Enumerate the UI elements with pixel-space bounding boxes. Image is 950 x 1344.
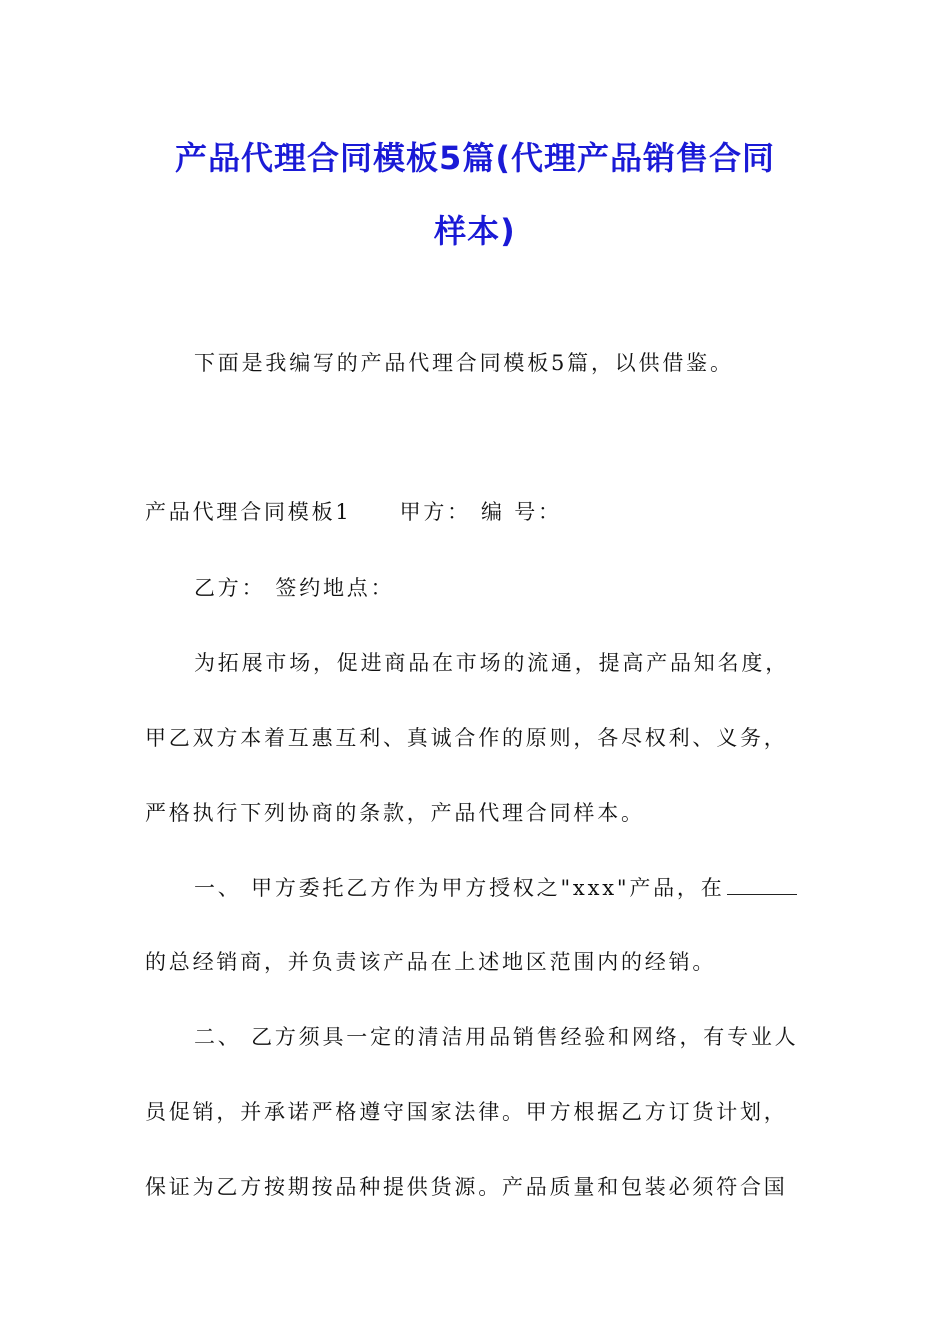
contract-number-label: 编 号： [480,500,562,524]
clause-2-line: 员促销，并承诺严格遵守国家法律。甲方根据乙方订货计划， [145,1100,788,1124]
clause-1-text: 一、 甲方委托乙方作为甲方授权之"xxx"产品，在 [194,876,725,900]
section-name: 产品代理合同模板1 [145,500,352,524]
fill-in-blank [727,876,797,895]
document-title-line-1: 产品代理合同模板5篇(代理产品销售合同 [175,139,775,177]
section-heading [145,496,810,526]
document-title-line-2: 样本) [434,212,516,250]
party-b-line [194,572,810,602]
clause-2-line: 保证为乙方按期按品种提供货源。产品质量和包装必须符合国 [145,1175,788,1199]
paragraph-line: 严格执行下列协商的条款，产品代理合同样本。 [145,801,645,825]
party-b-label: 乙方： [194,576,266,600]
paragraph-line: 甲乙双方本着互惠互利、真诚合作的原则，各尽权利、义务， [145,726,788,750]
signing-place-label: 签约地点： [275,576,395,600]
intro-text: 下面是我编写的产品代理合同模板5篇，以供借鉴。 [194,351,734,375]
paragraph-line: 为拓展市场，促进商品在市场的流通，提高产品知名度， [194,651,789,675]
party-a-label: 甲方： [399,500,471,524]
clause-1-line: 的总经销商，并负责该产品在上述地区范围内的经销。 [145,950,717,974]
clause-2-line: 二、 乙方须具一定的清洁用品销售经验和网络，有专业人 [194,1025,799,1049]
clause-1-line [194,872,810,902]
